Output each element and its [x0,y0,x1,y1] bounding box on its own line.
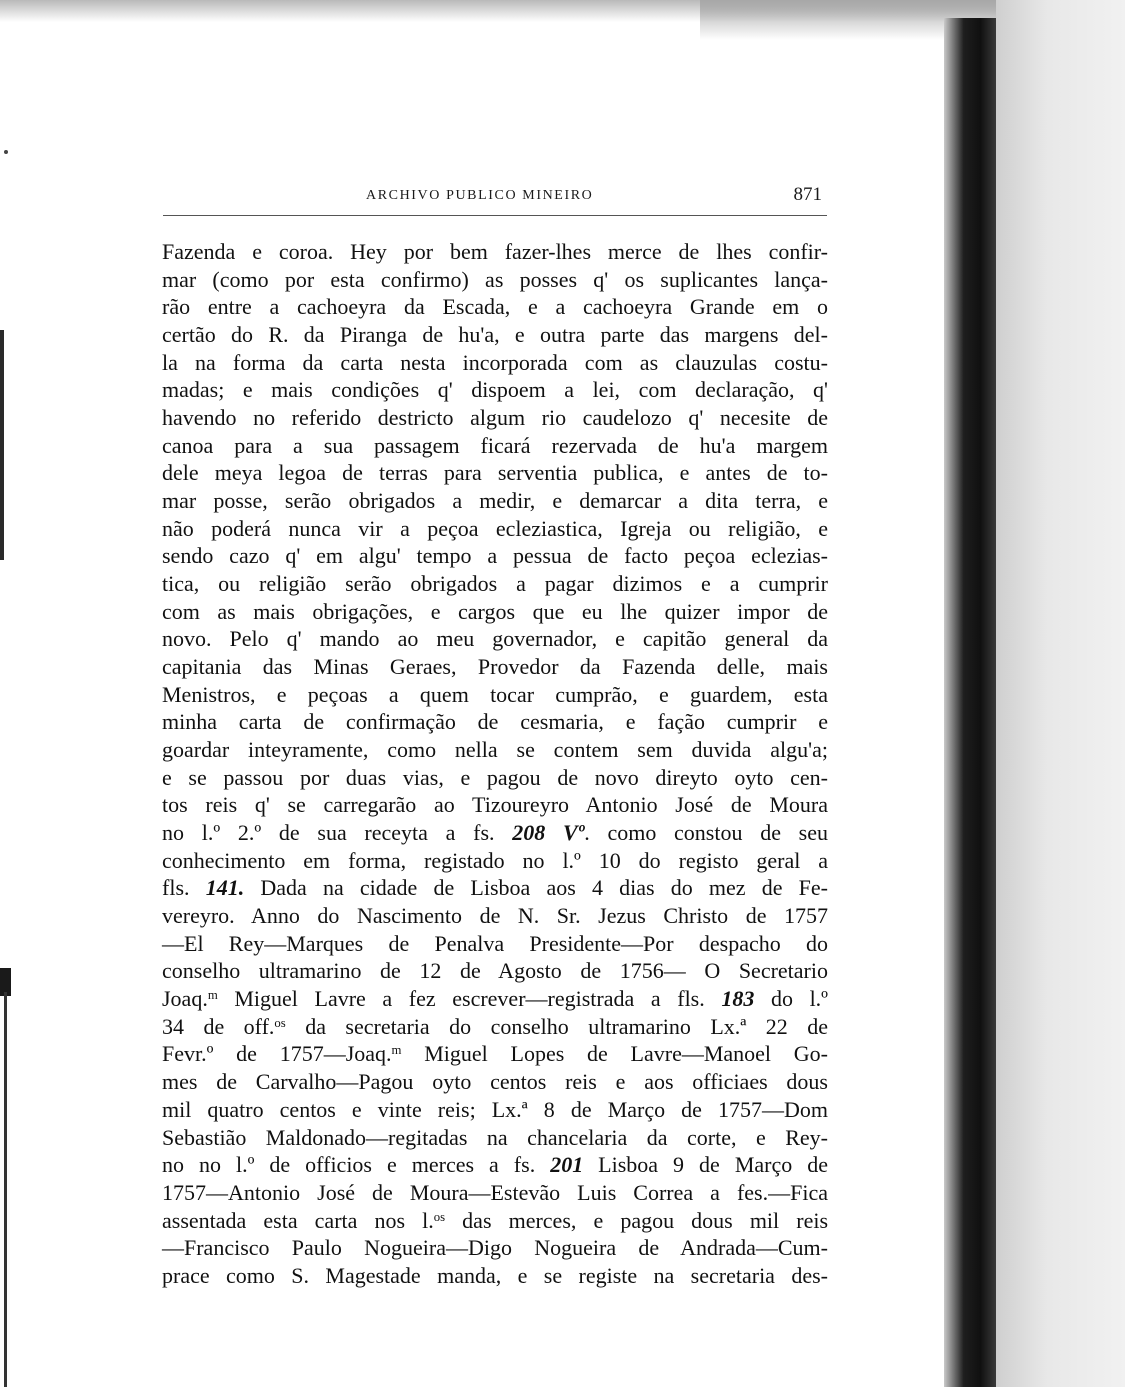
text-line [162,432,828,460]
text-segment: Dada na cidade de Lisboa aos 4 dias do mez de Fe- [244,875,829,901]
text-segment: Fevr.º de 1757—Joaq. [162,1041,392,1067]
text-segment: . como constou de seu [584,820,829,846]
text-segment: Sebastião Maldonado—regitadas na chancelaria da corte, e Rey- [162,1124,828,1150]
text-line [162,874,828,902]
text-line [162,764,828,792]
text-line [162,985,828,1013]
body-text [162,238,828,1290]
text-segment: —El Rey—Marques de Penalva Presidente—Por despacho do [162,930,828,956]
italic-reference: 183 [721,986,755,1012]
text-segment: certão do R. da Piranga de hu'a, e outra parte das margens del- [162,322,828,348]
text-segment: sendo cazo q' em algu' tempo a pessua de facto peçoa eclezias- [162,543,828,569]
text-line [162,1068,828,1096]
text-line [162,1179,828,1207]
text-line [162,708,828,736]
text-segment: la na forma da carta nesta incorporada com as clauzulas costu- [162,349,828,375]
italic-reference: 141. [205,875,245,901]
text-line [162,819,828,847]
scan-outer-margin [996,0,1125,1387]
text-line [162,1040,828,1068]
text-segment: dele meya legoa de terras para serventia publica, e antes de to- [162,460,828,486]
text-segment: Menistros, e peçoas a quem tocar cumprão, e guardem, esta [162,681,828,707]
text-segment: —Francisco Paulo Nogueira—Digo Nogueira de Andrada—Cum- [162,1235,828,1261]
text-line [162,681,828,709]
text-line [162,625,828,653]
text-line [162,1124,828,1152]
page-number: 871 [793,184,822,205]
text-line [162,487,828,515]
italic-reference: 201 [550,1152,584,1178]
text-line [162,349,828,377]
text-line [162,1151,828,1179]
superscript-abbreviation: os [433,1209,446,1224]
text-line [162,847,828,875]
text-segment: mil quatro centos e vinte reis; Lx.ª 8 de Março de 1757—Dom [162,1096,828,1122]
text-line [162,238,828,266]
text-line [162,1234,828,1262]
text-line [162,376,828,404]
text-segment: vereyro. Anno do Nascimento de N. Sr. Jezus Christo de 1757 [162,903,828,929]
text-line [162,1013,828,1041]
text-segment: goardar inteyramente, como nella se contem sem duvida algu'a; [162,737,828,763]
text-segment: do l.º [754,986,829,1012]
text-line [162,598,828,626]
text-line [162,930,828,958]
header-rule [163,215,827,216]
text-line [162,321,828,349]
text-segment: mar posse, serão obrigados a medir, e demarcar a dita terra, e [162,488,828,514]
text-segment: assentada esta carta nos l. [162,1207,434,1233]
text-segment: minha carta de confirmação de cesmaria, e fação cumprir e [162,709,828,735]
text-segment: 1757—Antonio José de Moura—Estevão Luis Correa a fes.—Fica [162,1179,828,1205]
text-segment: conselho ultramarino de 12 de Agosto de 1756— O Secretario [162,958,828,984]
text-segment: no no l.º de officios e merces a fs. [162,1152,551,1178]
running-title: ARCHIVO PUBLICO MINEIRO [366,188,594,203]
text-segment: tos reis q' se carregarão ao Tizoureyro Antonio José de Moura [162,792,828,818]
text-line [162,515,828,543]
text-segment: e se passou por duas vias, e pagou de novo direyto oyto cen- [162,764,828,790]
text-segment: Miguel Lavre a fez escrever—registrada a fls. [217,986,722,1012]
text-line [162,1207,828,1235]
text-segment: conhecimento em forma, registado no l.º 10 do registo geral a [162,847,828,873]
text-segment: das merces, e pagou dous mil reis [445,1207,829,1233]
text-segment: não poderá nunca vir a peçoa ecleziastica, Igreja ou religião, e [162,515,828,541]
text-segment: rão entre a cachoeyra da Escada, e a cachoeyra Grande em o [162,294,828,320]
text-line [162,736,828,764]
superscript-abbreviation: m [207,988,218,1003]
text-line [162,1096,828,1124]
text-segment: mes de Carvalho—Pagou oyto centos reis e aos officiaes dous [162,1069,828,1095]
text-line [162,902,828,930]
superscript-abbreviation: os [274,1015,286,1030]
text-segment: da secretaria do conselho ultramarino Lx.ª 22 de [285,1013,828,1039]
text-line [162,1262,828,1290]
text-segment: mar (como por esta confirmo) as posses q' os suplicantes lança- [162,266,828,292]
text-line [162,542,828,570]
scan-left-edge-mark [0,330,4,560]
text-line [162,957,828,985]
text-segment: capitania das Minas Geraes, Provedor da Fazenda delle, mais [162,654,828,680]
text-segment: 34 de off. [162,1013,275,1039]
text-segment: Miguel Lopes de Lavre—Manoel Go- [401,1041,828,1067]
text-segment: madas; e mais condições q' dispoem a lei, com declaração, q' [162,377,828,403]
text-segment: com as mais obrigações, e cargos que eu lhe quizer impor de [162,598,828,624]
text-segment: no l.º 2.º de sua receyta a fs. [162,820,513,846]
text-segment: Joaq. [162,986,208,1012]
italic-reference: 208 Vº [512,820,585,846]
scan-speck [4,150,8,154]
book-binding-edge [944,18,996,1387]
superscript-abbreviation: m [391,1043,402,1058]
text-line [162,570,828,598]
text-line [162,404,828,432]
scan-left-edge-mark [4,992,7,1387]
text-segment: Fazenda e coroa. Hey por bem fazer-lhes merce de lhes confir- [162,239,828,264]
text-segment: novo. Pelo q' mando ao meu governador, e capitão general da [162,626,828,652]
text-segment: havendo no referido destricto algum rio caudelozo q' necesite de [162,405,828,431]
text-segment: prace como S. Magestade manda, e se registe na secretaria des- [162,1262,828,1288]
text-segment: tica, ou religião serão obrigados a pagar dizimos e a cumprir [162,571,828,597]
text-line [162,266,828,294]
text-line [162,791,828,819]
text-segment: fls. [162,875,206,901]
text-segment: Lisboa 9 de Março de [583,1152,828,1178]
text-line [162,293,828,321]
text-line [162,459,828,487]
text-line [162,653,828,681]
text-segment: canoa para a sua passagem ficará rezervada de hu'a margem [162,432,828,458]
